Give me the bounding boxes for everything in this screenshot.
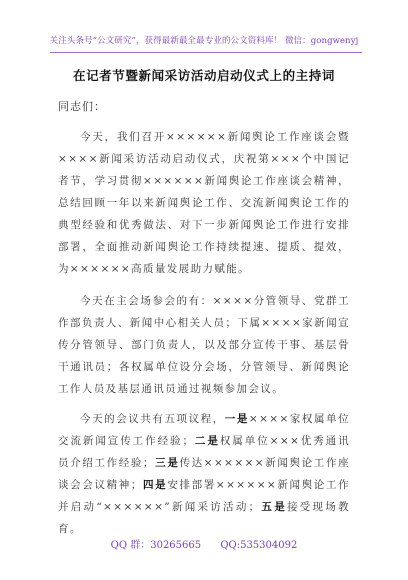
- agenda-item-4-text: 安排部署××××××新闻舆论工作并启动“××××××”新闻采访活动；: [58, 479, 350, 513]
- agenda-item-5-label: 五是: [260, 501, 287, 513]
- agenda-intro: 今天的会议共有五项议程，: [80, 413, 225, 425]
- document-title: 在记者节暨新闻采访活动启动仪式上的主持词: [72, 68, 335, 83]
- paragraph-1: 今天，我们召开××××××新闻舆论工作座谈会暨××××新闻采访活动启动仪式，庆祝第×××个中国记者节，学习贯彻××××××新闻舆论工作座谈会精神，总结回顾一年以来新闻舆论工作、交流新闻舆论工作的典型经验和优秀做法、对下一步新闻舆论工作进行安排部署，全面推动新闻舆论工作持续提速、提质、提效，为××××××高质量发展助力赋能。: [58, 131, 350, 275]
- paragraph-3: [58, 408, 350, 540]
- agenda-item-5-text: 接受现场教育。: [58, 501, 351, 535]
- agenda-item-4-label: 四是: [142, 479, 168, 491]
- salutation: 同志们：: [58, 100, 106, 113]
- footer-qq-group: QQ 群：30265665: [110, 540, 202, 551]
- paragraph-2: 今天在主会场参会的有：××××分管领导、党群工作部负责人、新闻中心相关人员；下属××××家新闻宣传分管领导、部门负责人，以及部分宣传干事、基层骨干通讯员；各权属单位设分会场，分管领导、新闻舆论工作人员及基层通讯员通过视频参加会议。: [58, 295, 350, 395]
- agenda-item-2-label: 二是: [194, 435, 220, 447]
- agenda-item-1-text: ××××家权属单位交流新闻宣传工作经验；: [58, 413, 350, 447]
- agenda-item-3-label: 三是: [154, 457, 180, 469]
- header-note: 关注头条号“公文研究”，获得最新最全最专业的公文资料库！ 微信：gongwenyj: [49, 36, 359, 46]
- agenda-item-1-label: 一是: [224, 413, 249, 425]
- agenda-item-2-text: 权属单位×××优秀通讯员介绍工作经验；: [58, 435, 350, 469]
- header-divider: [50, 52, 362, 53]
- footer-qq: QQ:535304092: [220, 540, 298, 551]
- footer-contact: [0, 536, 408, 551]
- agenda-item-3-text: 传达××××××新闻舆论工作座谈会会议精神；: [58, 457, 350, 491]
